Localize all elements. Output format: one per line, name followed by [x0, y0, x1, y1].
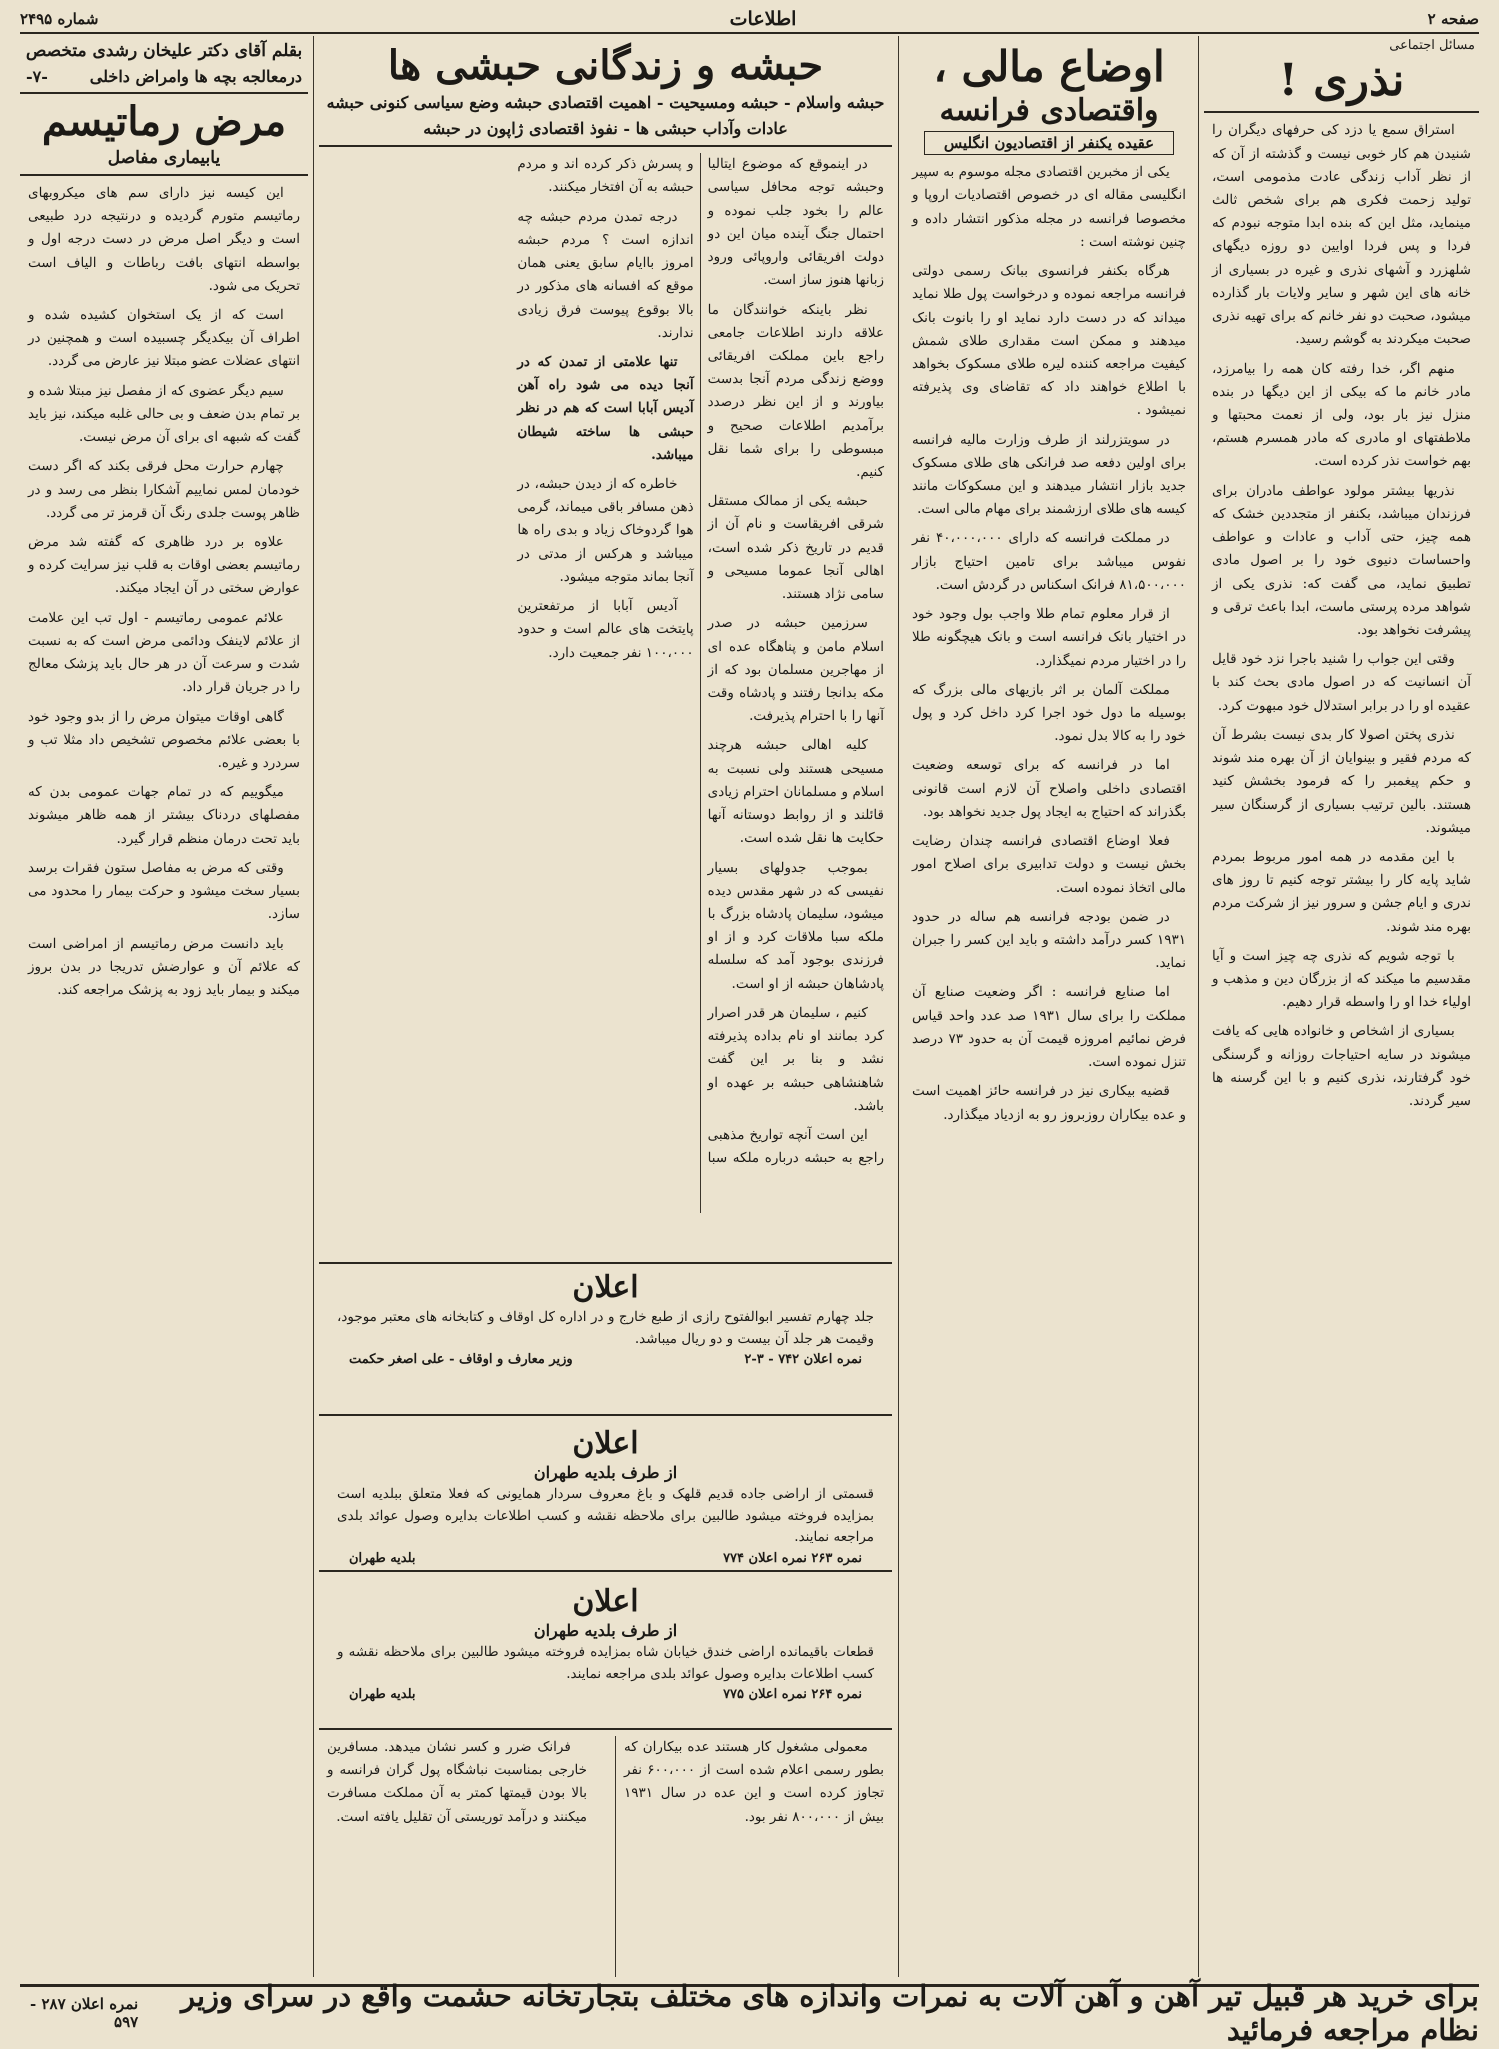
paragraph: فرانک ضرر و کسر نشان میدهد. مسافرین خارجی بمناسبت نباشگاه پول گران فرانسه و بالا بودن قیمتها کمتر به آن مملکت مسافرت میکنند و درآمد توریستی آن تقلیل یافته است.: [327, 1739, 587, 1825]
paragraph: باید دانست مرض رماتیسم از امراضی است که علائم آن و عوارضش تدریجا در بدن بروز میکند و بیمار باید زود به پزشک مراجعه کند.: [28, 935, 300, 998]
paragraph: کلیه اهالی حبشه هرچند مسیحی هستند ولی نسبت به اسلام و مسلمانان احترام زیادی قائلند و از روابط دوستانه آنها حکایت ها نقل شده است.: [707, 737, 884, 847]
paragraph: کنیم ، سلیمان هر قدر اصرار کرد بمانند او نام بداده پذیرفته نشد و بنا بر این گفت شاهنشاهی حبشه بر عهده او باشد.: [707, 1004, 884, 1114]
paragraph: معمولی مشغول کار هستند عده بیکاران که بطور رسمی اعلام شده است از ۶۰۰،۰۰۰ نفر تجاوز کرده است و این عده در سال ۱۹۳۱ بیش از ۸۰۰،۰۰۰ نفر بود.: [624, 1739, 884, 1825]
paragraph: این کیسه نیز دارای سم های میکروبهای رماتیسم متورم گردیده و درنتیجه درد طبیعی است و دیگر اصل مرض در دست درجه اول و بواسطه انتهای بافت رباطات و الیاف است تحریک می شود.: [28, 184, 300, 294]
author-specialty: درمعالجه بچه ها وامراض داخلی: [89, 66, 302, 86]
paragraph: از قرار معلوم تمام طلا واجب بول وجود خود در اختیار بانک فرانسه است و بانک هیچگونه طلا را در اختیار مردم نمیگذارد.: [912, 606, 1186, 669]
paragraph: چهارم حرارت محل فرقی بکند که اگر دست خودمان لمس نماییم آشکارا بنظر می رسد و در ظاهر پوست جلدی رنگ آن قرمز تر می گردد.: [28, 458, 300, 521]
section-kicker: مسائل اجتماعی: [1389, 38, 1475, 53]
notice-ad: [319, 1578, 892, 1730]
paragraph: با توجه شویم که نذری چه چیز است و آیا مقدسیم ما میکند که از بزرگان دین و مذهب و اولیاء خدا او را واسطه قرار دهیم.: [1212, 947, 1471, 1011]
notice-heading: اعلان: [572, 1270, 639, 1305]
notice-number: نمره ۲۶۳ نمره اعلان ۷۷۴: [723, 1550, 862, 1566]
notice-ad: [319, 1420, 892, 1572]
article-byline: بقلم آقای دکتر علیخان رشدی متخصص: [25, 41, 303, 61]
notice-heading: اعلان: [572, 1584, 639, 1619]
paragraph: بسیاری از اشخاص و خانواده هایی که یافت میشوند در سایه احتیاجات روزانه و گرسنگی خود گرفتارند، نذری کنیم و با این گرسنه ها سیر گردند.: [1212, 1023, 1471, 1110]
article-title: حبشه و زندگانی حبشی ها: [387, 42, 824, 89]
paragraph: نذری پختن اصولا کار بدی نیست بشرط آن که مردم فقیر و بینوایان از آن بهره مند شوند و حکم پیغمبر را که فرمود بخشش کنید هستند. بالین ترتیب بسیاری از گرسنگان سیر میشوند.: [1212, 726, 1471, 836]
notice-footer: [349, 1551, 862, 1566]
paragraph: سرزمین حبشه در صدر اسلام مامن و پناهگاه عده ای از مهاجرین مسلمان بود که از مکه بدانجا رفتند و پادشاه وقت آنها را با احترام پذیرفت.: [707, 615, 884, 725]
paragraph: درجه تمدن مردم حبشه چه اندازه است ؟ مردم حبشه امروز باایام سابق یعنی همان موقع که افسانه های مذکور در بالا بوقوع پیوست فرق زیادی ندارند.: [517, 208, 694, 341]
paragraph: قضیه بیکاری نیز در فرانسه حائز اهمیت است و عده بیکاران روزبروز رو به ازدیاد میگذارد.: [912, 1083, 1186, 1123]
paragraph: تنها علامتی از تمدن که در آنجا دیده می شود راه آهن آدیس آبابا است که هم در نظر حبشی ها ساخته شیطان میباشد.: [517, 353, 694, 463]
paragraph: در اینموقع که موضوع ایتالیا وحبشه توجه محافل سیاسی عالم را بخود جلب نموده و احتمال جنگ آینده میان این دو دولت افریقائی واروپائی ورود زبانها هنوز ساز است.: [707, 156, 884, 289]
article-byline: عقیده یکنفر از اقتصادیون انگلیس: [924, 131, 1174, 155]
paragraph: علاوه بر درد ظاهری که گفته شد مرض رماتیسم بعضی اوقات به قلب نیز سرایت کرده و عوارض سختی در آن ایجاد میکند.: [28, 534, 300, 597]
notice-body: جلد چهارم تفسیر ابوالفتوح رازی از طبع خارج و در اداره کل اوقاف و کتابخانه های معتبر موجود، وقیمت هر جلد آن بیست و دو ریال میباشد.: [337, 1309, 874, 1347]
notice-footer: [349, 1687, 862, 1702]
notice-signature: وزیر معارف و اوقاف - علی اصغر حکمت: [349, 1352, 573, 1368]
notice-subheading: از طرف بلدیه طهران: [533, 1621, 678, 1640]
footer-advertisement: [20, 1979, 1479, 2047]
paragraph: گاهی اوقات میتوان مرض را از بدو وجود خود با بعضی علائم مخصوص تشخیص داد مثلا تب و سردرد و غیره.: [28, 708, 300, 771]
article-title: اوضاع مالی ،: [933, 42, 1165, 91]
notice-footer: [349, 1352, 862, 1367]
footer-ad-number: نمره اعلان ۲۸۷ - ۵۹۷: [30, 1995, 139, 2031]
article-body: [28, 182, 300, 1002]
notice-body: قطعات باقیمانده اراضی خندق خیابان شاه بمزایده فروخته میشود طالبین برای ملاحظه نقشه و کسب اطلاعات بدایره وصول عوائد بلدی مراجعه نمایند.: [337, 1644, 874, 1682]
footer-ad-text: برای خرید هر قبیل تیر آهن و آهن آلات به نمرات واندازه های مختلف بتجارتخانه حشمت واقع در سرای وزیر نظام مراجعه فرمائید: [180, 1979, 1479, 2047]
paragraph: بموجب جدولهای بسیار نفیسی که در شهر مقدس دیده میشود، سلیمان پادشاه بزرگ با ملکه سبا ملاقات کرد و از او فرزندی بوجود آمد که سلسله پادشاهان حبشه از او است.: [707, 859, 884, 992]
paragraph: هرگاه بکنفر فرانسوی ببانک رسمی دولتی فرانسه مراجعه نموده و درخواست پول طلا نماید میداند که در دست دارد نماید او را بانوت بانک میدهند و ممکن است مقداری طلای شمش کیفیت مراجعه کننده لیره طلای مسکوک بخواهد با اطلاع خواهند داد که تقاضای وی پذیرفته نمیشود .: [912, 263, 1186, 419]
paragraph: یکی از مخبرین اقتصادی مجله موسوم به سپیر انگلیسی مقاله ای در خصوص اقتصادیات اروپا و مخصوصا فرانسه در مجله مذکور انتشار داده و چنین نوشته است :: [912, 164, 1186, 250]
paragraph: علائم عمومی رماتیسم - اول تب این علامت از علائم لاینفک ودائمی مرض است که به نسبت شدت و سرعت آن در هر حال باید پزشک معالج را در جریان قرار داد.: [28, 609, 300, 696]
paragraph: میگوییم که در تمام جهات عمومی بدن که مفصلهای دردناک بیشتر از همه ظاهر میشوند باید تحت درمان منظم قرار گیرد.: [28, 784, 300, 847]
paragraph: سیم دیگر عضوی که از مفصل نیز مبتلا شده و بر تمام بدن ضعف و بی حالی غلبه میکند، نیز باید گفت که شبهه ای برای آن مرض نیست.: [28, 382, 300, 446]
article-economy: [904, 36, 1194, 1977]
notice-number: نمره اعلان ۷۴۲ - ۳-۲: [744, 1352, 862, 1368]
paragraph: این است آنچه تواریخ مذهبی راجع به حبشه درباره ملکه سبا و پسرش ذکر کرده اند و مردم حبشه به آن افتخار میکنند.: [517, 156, 884, 1167]
paragraph: است که از یک استخوان کشیده شده و اطراف آن بیکدیگر چسبیده است و همچنین در انتهای عضلات عضو مبتلا نیز عارض می گردد.: [28, 307, 300, 370]
article-abyssinia: [319, 36, 892, 1259]
notice-signature: بلدیه طهران: [349, 1687, 416, 1703]
paragraph: مملکت آلمان بر اثر بازیهای مالی بزرگ که بوسیله ما دول خود اجرا کرد داخل کرد و پول خود را به کالا بدل نمود.: [912, 681, 1186, 745]
notice-body: قسمتی از اراضی جاده قدیم قلهک و باغ معروف سردار همایونی که فعلا متعلق ببلدیه است بمزایده فروخته میشود طالبین برای ملاحظه نقشه و کسب اطلاعات بدایره وصول عوائد بلدی مراجعه نمایند.: [337, 1486, 874, 1546]
paragraph: خاطره که از دیدن حبشه، در ذهن مسافر باقی میماند، گرمی هوا گردوخاک زیاد و بدی راه ها میباشد و هرکس از مدتی در آنجا بماند متوجه میشود.: [517, 476, 694, 585]
paragraph: در مملکت فرانسه که دارای ۴۰،۰۰۰،۰۰۰ نفر نفوس میباشد برای تامین احتیاج بازار ۸۱،۵۰۰،۰۰۰ فرانک اسکناس در گردش است.: [912, 530, 1186, 593]
paragraph: آدیس آبابا از مرتفعترین پایتخت های عالم است و حدود ۱۰۰،۰۰۰ نفر جمعیت دارد.: [517, 598, 694, 661]
article-social: [1204, 36, 1479, 1977]
divider: [20, 92, 308, 94]
running-header: [20, 6, 1479, 34]
paragraph: وقتی این جواب را شنید باجرا نزد خود قایل آن انسانیت که در اصول مادی بحث کند با عقیده او را در برابر استدلال خود مبهوت کرد.: [1212, 651, 1471, 714]
article-body: [912, 161, 1186, 1127]
column-rule: [898, 36, 899, 1977]
paragraph: فعلا اوضاع اقتصادی فرانسه چندان رضایت بخش نیست و دولت تدابیری برای اصلاح امور مالی اتخاذ نموده است.: [912, 833, 1186, 896]
notice-subheading: از طرف بلدیه طهران: [533, 1463, 678, 1482]
divider: [20, 174, 308, 176]
notice-ad: [319, 1262, 892, 1416]
article-subtitle: عادات وآداب حبشی ها - نفوذ اقتصادی ژاپون در حبشه: [423, 118, 788, 138]
paragraph: حبشه یکی از ممالک مستقل شرقی افریقاست و نام آن از قدیم در تاریخ ذکر شده است، اهالی آنجا عموما مسیحی و سامی نژاد هستند.: [707, 493, 884, 603]
column-rule: [313, 36, 314, 1977]
byline-row: [26, 67, 302, 86]
paragraph: اما صنایع فرانسه : اگر وضعیت صنایع آن مملکت را برای سال ۱۹۳۱ صد عدد واحد قیاس فرض نمائیم امروزه قیمت آن به حدود ۷۳ درصد تنزل نموده است.: [912, 984, 1186, 1071]
issue-number: شماره ۲۴۹۵: [20, 10, 99, 28]
paragraph: با این مقدمه در همه امور مربوط بمردم شاید پایه کار را بیشتر توجه کنیم تا روز های ندری و ایام جشن و سرور نیز از شرکت مردم بهره مند شوند.: [1212, 848, 1471, 935]
article-title: مرض رماتیسم: [41, 97, 287, 145]
divider: [319, 145, 892, 147]
article-body: [1212, 119, 1471, 1113]
notice-signature: بلدیه طهران: [349, 1550, 416, 1566]
continuation-left: [327, 1736, 587, 1977]
article-title-line2: واقتصادی فرانسه: [939, 93, 1159, 129]
page-number: صفحه ۲: [1427, 10, 1479, 28]
article-medical: [20, 36, 308, 1977]
divider: [1204, 111, 1479, 113]
paragraph: منهم اگر، خدا رفته کان همه را بیامرزد، مادر خانم ما که بیکی از این دیگها در بنده منزل نیز بار بود، ولی از نعمت محبتها و ملاطفتهای او مادری که مادر همسرم هستم، بهم خواست نذر کرده است.: [1212, 360, 1471, 470]
paragraph: نذریها بیشتر مولود عواطف مادران برای فرزندان میباشد، بکنفر از متجددین خشک که همه چیز، حتی آداب و عادات و عواطف واحساسات دنیوی خود را بر اصول مادی تطبیق نماید، می گفت که: نذری یکی از شواهد مرده پرستی ماست، ابدا باعث ترقی و پیشرفت نخواهد بود.: [1212, 482, 1471, 638]
article-title: نذری !: [1278, 55, 1405, 106]
paragraph: نظر باینکه خوانندگان ما علاقه دارند اطلاعات جامعی راجع باین مملکت افریقائی ووضع زندگی مردم آنجا بدست بیاورند و از این نظر درصدد برآمدیم اطلاعات صحیح و مبسوطی را برای شما نقل کنیم.: [707, 301, 884, 481]
article-subtitle: حبشه واسلام - حبشه ومسیحیت - اهمیت اقتصادی حبشه وضع سیاسی کنونی حبشه: [326, 93, 885, 112]
article-body: [327, 153, 884, 1213]
notice-number: نمره ۲۶۴ نمره اعلان ۷۷۵: [723, 1687, 862, 1703]
continuation-right: [615, 1736, 884, 1977]
continuations: [319, 1736, 892, 1977]
paragraph: در سویتزرلند از طرف وزارت مالیه فرانسه برای اولین دفعه صد فرانکی های طلای مسکوک جدید بازار انتشار میدهند و این مسکوکات مانند کیسه های طلای ارزشمند برای مهام مالی است.: [912, 431, 1186, 518]
notice-heading: اعلان: [572, 1426, 639, 1461]
column-rule: [1198, 36, 1199, 1977]
article-subtitle: یابیماری مفاصل: [107, 147, 221, 168]
series-number: -۷-: [26, 66, 48, 86]
paragraph: در ضمن بودجه فرانسه هم ساله در حدود ۱۹۳۱ کسر درآمد داشته و باید این کسر را جبران نماید.: [912, 908, 1186, 972]
paper-name: اطلاعات: [729, 8, 797, 30]
paragraph: وقتی که مرض به مفاصل ستون فقرات برسد بسیار سخت میشود و حرکت بیمار را محدود می سازد.: [28, 859, 300, 923]
paragraph: اما در فرانسه که برای توسعه وضعیت اقتصادی داخلی واصلاح آن لازم است قانونی بگذراند که احتیاج به ایجاد پول جدید نخواهد بود.: [912, 757, 1186, 820]
paragraph: استراق سمع یا دزد کی حرفهای دیگران را شنیدن هم کار خوبی نیست و گذشته از آن که از نظر آداب زندگی عادت مذمومی است، تولید زحمت فکری هم برای شخص ثالث مینماید، مثل این که بنده ابدا متوجه نبودم که فردا و پس فردا اوایین دو روزه دیگهای شلهزرد و آشهای نذری و غیره در بسیاری از خانه های این شهر و سایر ولایات بار گذارده میشود، صحبت دو نفر خانم که برای تهیه نذری صحبت میکردند به گوشم رسید.: [1212, 122, 1471, 348]
